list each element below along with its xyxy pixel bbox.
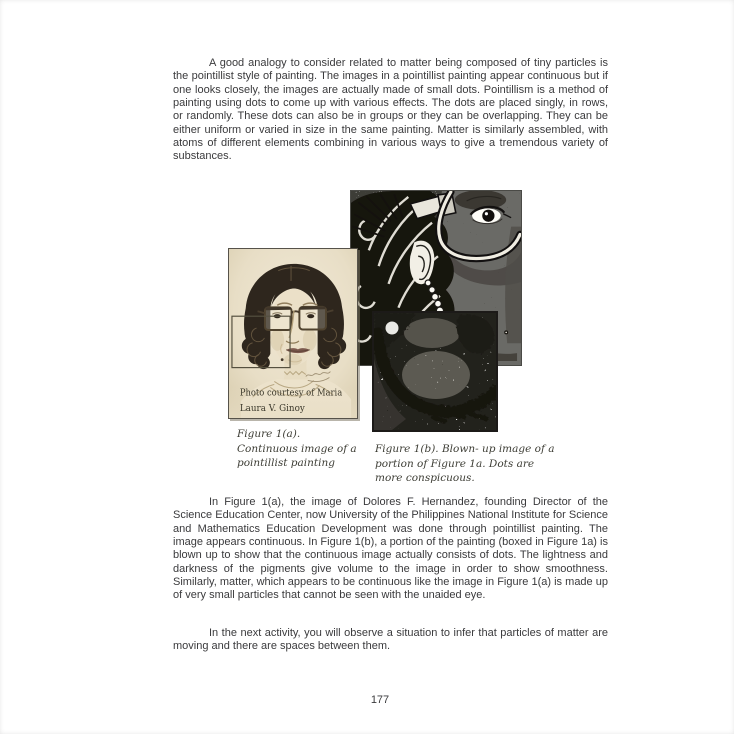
- paragraph-next-activity: In the next activity, you will observe a situation to infer that particles of matter are moving and there are spaces between them.: [173, 627, 608, 653]
- mole: [281, 358, 284, 361]
- paragraph-pointillism-analogy: A good analogy to consider related to matter being composed of tiny particles is the pointillist style of painting. The images in a pointillist painting appear continuous but if one looks closely, the images are actually made of small dots. Pointillism is a method of painting using dots to come up with various effects. The dots are placed singly, in rows, or randomly. These dots can also be in groups or they can be overlapping. They can be either uniform or varied in size in the same painting. Matter is similarly assembled, with atoms of different elements combining in various ways to give a tremendous variety of substances.: [173, 57, 608, 163]
- photo-credit-line1: Photo courtesy of Maria: [239, 387, 343, 399]
- figure-1a-caption: Figure 1(a). Continuous image of a pointillist painting: [237, 428, 357, 470]
- paragraph-figure-description: In Figure 1(a), the image of Dolores F. Hernandez, founding Director of the Science Education Center, now University of the Philippines National Institute for Science and Mathematics Education Development was done through pointillist painting. The image appears continuous. In Figure 1(b), a portion of the painting (boxed in Figure 1a) is blown up to show that the continuous image actually consists of dots. The lightness and darkness of the pigments give volume to the image in order to show smoothness. Similarly, matter, which appears to be continuous like the image in Figure 1(a) is made up of very small particles that cannot be seen with the unaided eye.: [173, 496, 608, 602]
- figure-1a-image: [228, 248, 358, 419]
- figure-1b-inset-image: [372, 311, 498, 432]
- portrait-painting-illustration: [229, 249, 357, 418]
- dots-blowup-illustration: [374, 313, 496, 430]
- figure-1b-caption: Figure 1(b). Blown- up image of a portion of Figure 1a. Dots are more conspicuous.: [375, 443, 555, 485]
- photo-credit-line2: Laura V. Ginoy: [239, 403, 306, 415]
- page-number: 177: [370, 694, 390, 706]
